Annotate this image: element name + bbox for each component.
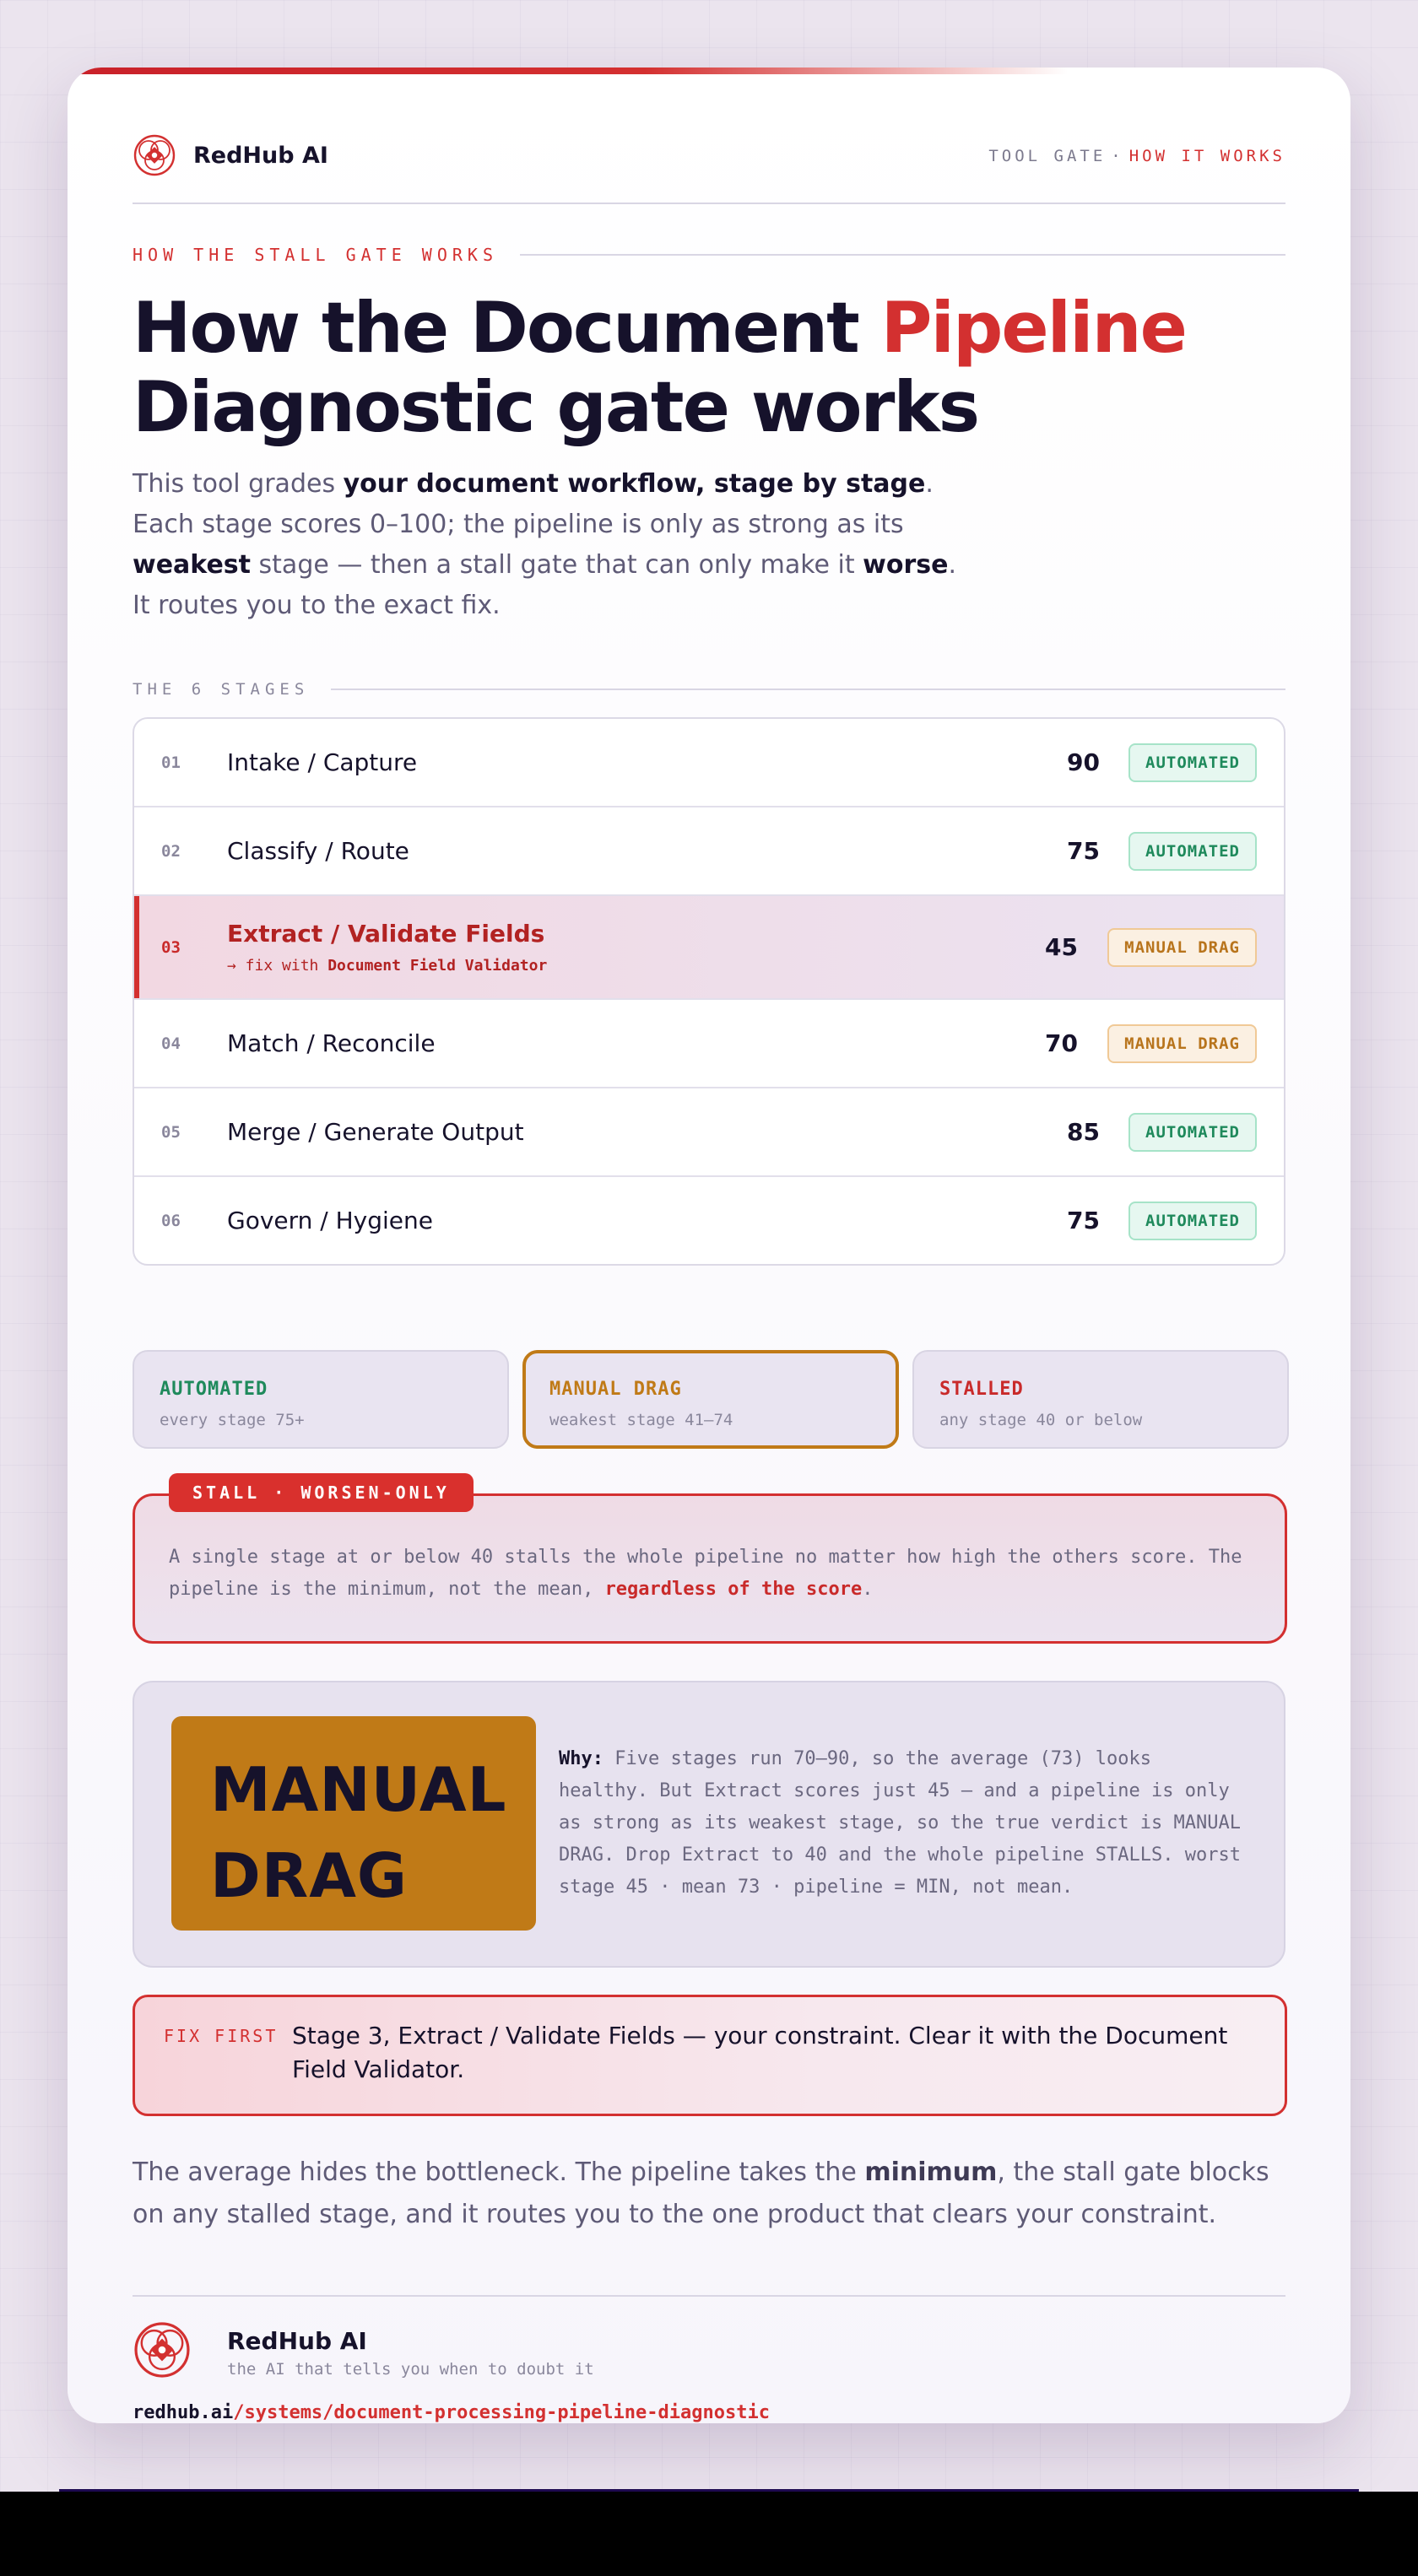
legend-manual-drag [522,1350,899,1449]
intro-text-2: . Each stage scores 0–100; the pipeline is only as strong as its [133,469,934,539]
why-label: Why: [559,1748,603,1769]
title-highlight: Pipeline [880,287,1186,369]
legend-desc: every stage 75+ [160,1411,305,1429]
stage-name: Intake / Capture [227,748,418,776]
stall-text: A single stage at or below 40 stalls the whole pipeline no matter how high the others score. The pipeline is the minimum, not the mean, [169,1547,1242,1600]
stage-row-4[interactable] [134,1000,1284,1088]
stage-score: 90 [1067,748,1100,776]
url-path: /systems/document-processing-pipeline-diagnostic [233,2402,770,2423]
stage-name: Extract / Validate Fields [227,920,545,948]
footer-brand-name: RedHub AI [227,2327,367,2355]
stage-name: Match / Reconcile [227,1029,436,1057]
footer-brand[interactable] [133,2319,594,2378]
fix-first-text: Stage 3, Extract / Validate Fields — your constraint. Clear it with the Document Field Validator. [292,2022,1228,2083]
stage-score: 75 [1067,837,1100,865]
why-text: Five stages run 70–90, so the average (73) looks healthy. But Extract scores just 45 — and a pipeline is only as strong as its weakest stage, so the true verdict is MANUAL DRAG. Drop Extract to 40 and the whole pipeline STALLS. worst stage 45 · mean 73 · pipeline = MIN, not mean. [559,1748,1241,1898]
fix-first-label: FIX FIRST [164,2026,279,2046]
closing-bold: minimum [864,2157,998,2187]
legend-desc: any stage 40 or below [939,1411,1143,1429]
stage-score: 75 [1067,1207,1100,1234]
page-bottom-band [0,2492,1418,2576]
legend-title: MANUAL DRAG [549,1379,682,1400]
stage-score: 70 [1045,1029,1078,1057]
redhub-logo-icon [133,2320,192,2379]
stages-label-text: THE 6 STAGES [133,680,310,699]
header-divider [133,203,1285,204]
title-part2: Diagnostic gate works [133,366,979,448]
intro-bold-3: worse [863,550,949,580]
stage-fix-hint [227,957,547,975]
stage-score: 85 [1067,1118,1100,1146]
intro-text-4: . It routes you to the exact fix. [133,550,957,620]
verdict-label: MANUAL DRAG [210,1754,507,1911]
status-badge: AUTOMATED [1128,1113,1257,1152]
brand-name: RedHub AI [193,142,328,169]
stage-score: 45 [1045,933,1078,961]
stage-row-3-constraint[interactable] [134,896,1284,1000]
verdict-explanation [559,1743,1251,1904]
nav-tool-gate[interactable]: TOOL GATE [988,147,1107,165]
top-nav [988,147,1285,165]
verdict-legend [133,1350,1285,1449]
stage-number: 03 [161,937,181,957]
nav-separator: · [1111,147,1124,165]
section-kicker [133,245,1285,265]
stage-number: 01 [161,753,181,772]
stage-name: Merge / Generate Output [227,1118,524,1146]
nav-how-it-works[interactable]: HOW IT WORKS [1128,147,1285,165]
closing-text-1: The average hides the bottleneck. The pipeline takes the [133,2157,865,2187]
footer-url-link[interactable] [133,2402,770,2423]
stage-name: Govern / Hygiene [227,1207,434,1234]
intro-text-3: stage — then a stall gate that can only make it [251,550,863,580]
stage-name: Classify / Route [227,837,409,865]
stages-section-label [133,680,1285,699]
fix-first-callout[interactable] [133,1995,1287,2116]
stall-emphasis: regardless of the score [604,1579,863,1600]
stage-row-1[interactable] [134,719,1284,807]
page-title [133,289,1285,447]
url-host: redhub.ai [133,2402,234,2423]
status-badge: AUTOMATED [1128,832,1257,871]
stall-tag: STALL · WORSEN-ONLY [169,1473,474,1512]
footer-divider [133,2295,1285,2297]
stage-row-2[interactable] [134,807,1284,896]
header-brand[interactable] [133,132,328,179]
status-badge: AUTOMATED [1128,743,1257,782]
stall-end: . [862,1579,874,1600]
legend-desc: weakest stage 41–74 [549,1411,733,1429]
accent-top-bar [68,68,1350,74]
footer-brand-text [227,2319,594,2379]
stage-number: 04 [161,1034,181,1053]
kicker-rule [520,254,1285,256]
stall-description [169,1542,1249,1606]
verdict-panel [133,1681,1285,1968]
stage-row-5[interactable] [134,1088,1284,1177]
footer-tagline: the AI that tells you when to doubt it [227,2360,594,2379]
fix-product-link[interactable]: Document Field Validator [327,957,548,975]
content-card [68,68,1350,2423]
intro-bold-2: weakest [133,550,251,580]
stages-table [133,717,1285,1266]
stall-rule-box [133,1482,1287,1644]
title-part1: How the Document [133,287,881,369]
stage-number: 05 [161,1122,181,1142]
intro-paragraph [133,464,977,626]
stages-label-rule [331,689,1285,690]
kicker-text: HOW THE STALL GATE WORKS [133,245,498,265]
fix-hint-prefix: → fix with [227,957,328,975]
redhub-logo-icon [133,133,176,177]
closing-text-2: , the stall gate blocks on any stalled stage, and it routes you to the one product that clears your constraint. [133,2157,1269,2229]
status-badge: MANUAL DRAG [1107,1024,1257,1063]
intro-text-1: This tool grades [133,469,344,499]
stage-number: 06 [161,1211,181,1230]
verdict-badge [171,1716,536,1931]
status-badge: MANUAL DRAG [1107,928,1257,967]
legend-automated [133,1350,509,1449]
legend-title: AUTOMATED [160,1379,268,1400]
stage-number: 02 [161,841,181,861]
stage-row-6[interactable] [134,1177,1284,1264]
closing-paragraph [133,2152,1285,2236]
legend-title: STALLED [939,1379,1024,1400]
intro-bold-1: your document workflow, stage by stage [343,469,926,499]
status-badge: AUTOMATED [1128,1202,1257,1240]
legend-stalled [912,1350,1289,1449]
